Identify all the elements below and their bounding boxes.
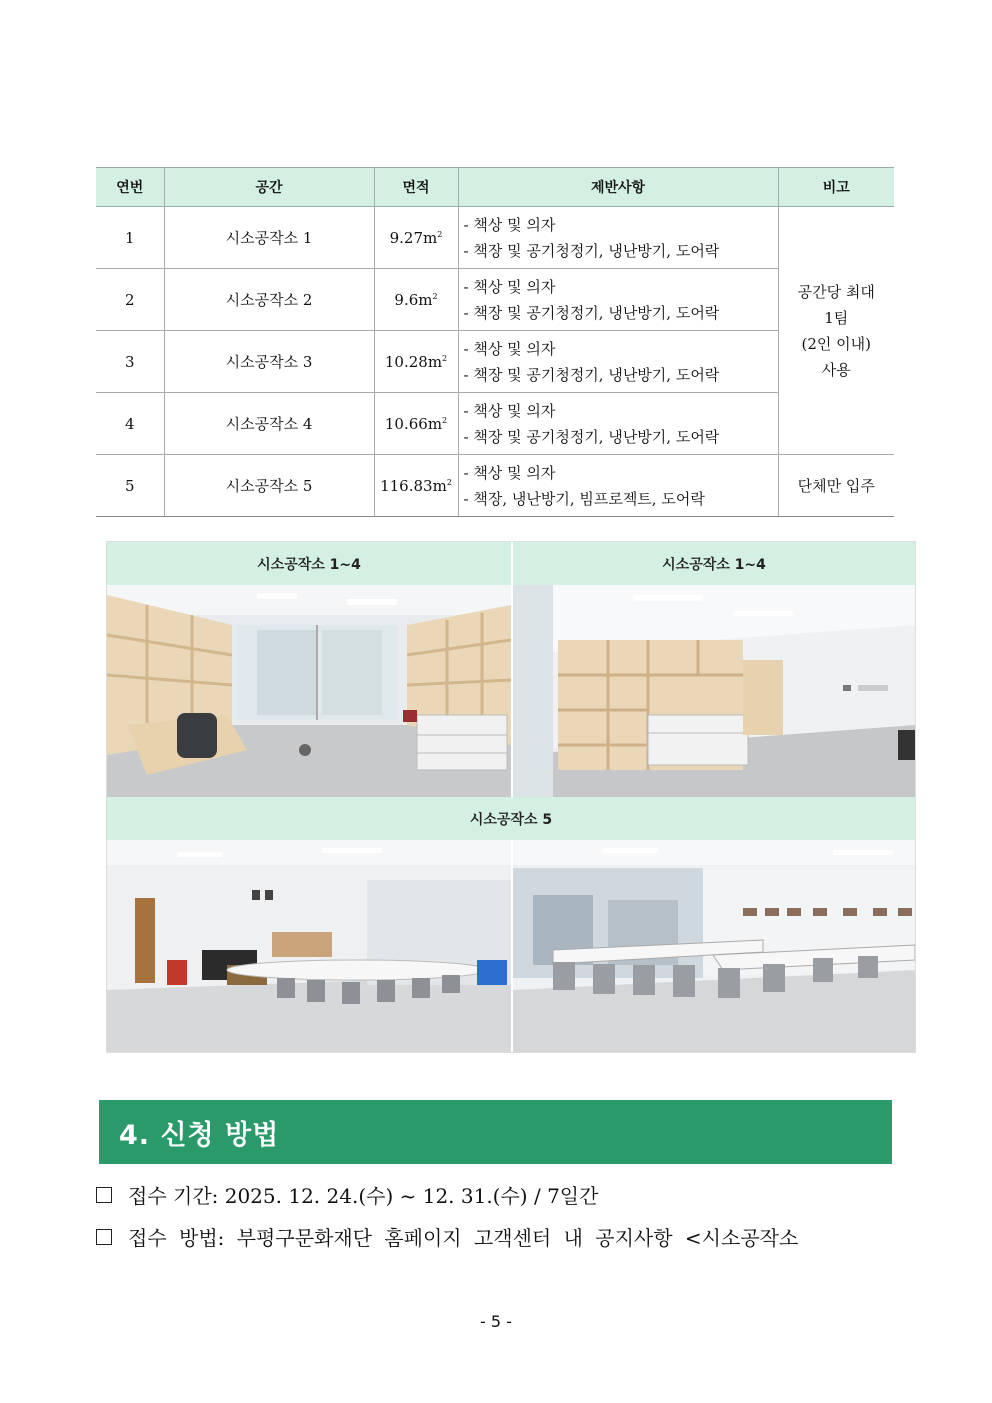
cell-no: 2 [96,269,164,331]
cell-equipment: - 책상 및 의자 - 책장 및 공기청정기, 냉난방기, 도어락 [458,331,778,393]
checkbox-icon [96,1229,112,1245]
cell-no: 4 [96,393,164,455]
header-space: 공간 [164,168,374,207]
cell-equipment: - 책상 및 의자 - 책장, 냉난방기, 빔프로젝트, 도어락 [458,455,778,517]
cell-area: $116.83m^2$ [374,455,458,517]
room-photo-2 [513,585,915,797]
table-row [96,455,894,517]
application-period [96,1180,598,1209]
room-photo-1 [107,585,511,797]
photo-caption-bottom: 시소공작소 5 [107,797,915,840]
application-method [96,1222,798,1251]
cell-equipment: - 책상 및 의자 - 책장 및 공기청정기, 냉난방기, 도어락 [458,393,778,455]
facility-table [96,167,894,517]
photo-caption-top-right: 시소공작소 1~4 [513,542,915,585]
room-photo-4 [513,840,915,1052]
cell-area: $10.28m^2$ [374,331,458,393]
cell-equipment: - 책상 및 의자 - 책장 및 공기청정기, 냉난방기, 도어락 [458,269,778,331]
cell-note-group: 공간당 최대 1팀 (2인 이내) 사용 [778,207,894,455]
application-period-text: 접수 기간: 2025. 12. 24.(수) ~ 12. 31.(수) / 7일간 [128,1184,599,1208]
cell-no: 3 [96,331,164,393]
cell-equipment: - 책상 및 의자 - 책장 및 공기청정기, 냉난방기, 도어락 [458,207,778,269]
room-photo-3 [107,840,511,1052]
table-row [96,207,894,269]
page-number: - 5 - [480,1312,512,1331]
table-row [96,331,894,393]
header-no: 연번 [96,168,164,207]
cell-area: $9.6m^2$ [374,269,458,331]
section-title: 4. 신청 방법 [99,1100,892,1164]
cell-no: 5 [96,455,164,517]
cell-space: 시소공작소 2 [164,269,374,331]
application-method-text: 접수 방법: 부평구문화재단 홈페이지 고객센터 내 공지사항 <시소공작소 [128,1226,799,1250]
cell-note: 단체만 입주 [778,455,894,517]
header-equipment: 제반사항 [458,168,778,207]
cell-area: $10.66m^2$ [374,393,458,455]
cell-space: 시소공작소 4 [164,393,374,455]
cell-space: 시소공작소 3 [164,331,374,393]
cell-no: 1 [96,207,164,269]
cell-space: 시소공작소 5 [164,455,374,517]
table-row [96,393,894,455]
header-note: 비고 [778,168,894,207]
table-row [96,269,894,331]
table-header-row [96,168,894,207]
cell-area: $9.27m^2$ [374,207,458,269]
photo-caption-top-left: 시소공작소 1~4 [107,542,511,585]
header-area: 면적 [374,168,458,207]
photo-panel [106,541,916,1053]
checkbox-icon [96,1187,112,1203]
cell-space: 시소공작소 1 [164,207,374,269]
